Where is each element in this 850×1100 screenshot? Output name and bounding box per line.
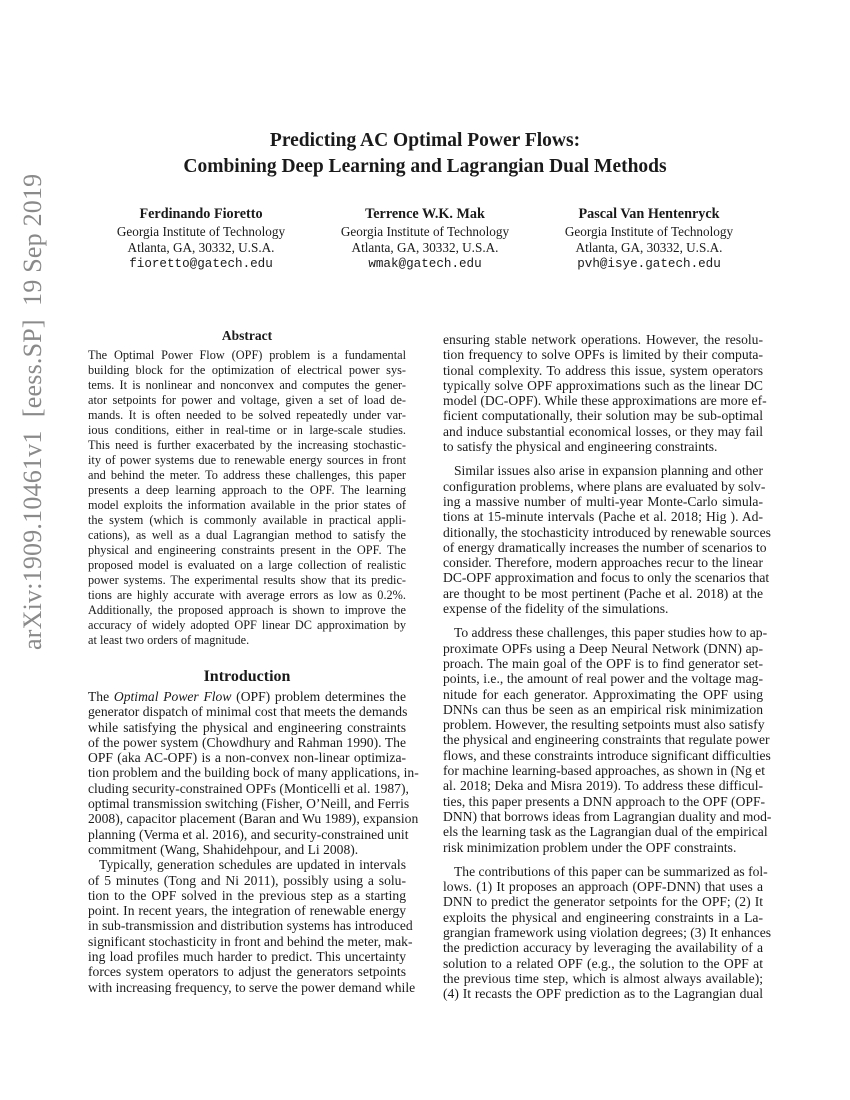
author-address: Atlanta, GA, 30332, U.S.A. <box>575 240 723 256</box>
text-line: the physical and engineering constraints that regulate power <box>443 732 770 748</box>
text-line: ity of power systems due to renewable energy sources in front <box>88 453 406 467</box>
text-line: ing load profiles much harder to predict. This uncertainty <box>88 949 406 965</box>
text-line: building block for the optimization of electrical power sys- <box>88 363 406 377</box>
text-line: tions are highly accurate with average errors as low as 0.2%. <box>88 588 406 602</box>
text-line: cations), as well as a dual Lagrangian method to satisfy the <box>88 528 406 542</box>
text-line: tion frequency to solve OPFs is limited by their computa- <box>443 347 763 363</box>
text-line: of 5 minutes (Tong and Ni 2011), possibly using a solu- <box>88 872 406 888</box>
text-line: the previous time step, which is almost always available); <box>443 970 763 986</box>
author-affiliation: Georgia Institute of Technology <box>564 224 734 239</box>
paragraph <box>443 463 771 617</box>
arxiv-stamp: arXiv:1909.10461v1 [eess.SP] 19 Sep 2019 <box>18 173 47 650</box>
paragraph <box>88 689 419 857</box>
text-line: ious conditions, either in real-time or in large-scale studies. <box>88 423 406 437</box>
text-line: ator setpoints for power and voltage, given a set of load de- <box>88 393 406 407</box>
paragraph <box>443 625 772 855</box>
text-line: tions at 15-minute intervals (Pache et al. 2018; Hig ). Ad- <box>443 509 763 525</box>
text-line: ensuring stable network operations. However, the resolu- <box>443 332 763 347</box>
text-line: of the power system (Chowdhury and Rahman 1990). The <box>88 734 406 750</box>
paragraph <box>88 857 416 995</box>
text-line: optimal transmission switching (Fisher, O’Neill, and Ferris <box>88 796 410 812</box>
text-line: The Optimal Power Flow (OPF) problem is a fundamental <box>88 348 406 362</box>
text-line: expense of the fidelity of the simulations. <box>443 601 669 617</box>
text-line: consider. Therefore, modern approaches recur to the linear <box>443 555 763 571</box>
text-line: with increasing frequency, to serve the power demand while <box>88 979 416 995</box>
text-line: DNN to predict the generator setpoints for the OPF; (2) It <box>443 894 763 910</box>
text-line: proposed model is evaluated on a large collection of realistic <box>88 558 406 572</box>
text-line: planning (Verma et al. 2016), and security-constrained unit <box>88 826 409 842</box>
abstract-heading: Abstract <box>221 328 273 343</box>
text-line: presents a deep learning approach to the OPF. The learning <box>88 483 406 497</box>
author-3 <box>529 205 769 273</box>
author-name: Ferdinando Fioretto <box>139 206 263 222</box>
text-line: power systems. The experimental results show that its predic- <box>88 573 406 587</box>
text-line: tional complexity. To address this issue, system operators <box>443 362 763 378</box>
text-line: configuration problems, where plans are evaluated by solv- <box>443 478 766 494</box>
abstract-text <box>88 348 406 648</box>
author-name: Pascal Van Hentenryck <box>578 206 720 222</box>
text-line: risk minimization problem under the OPF constraints. <box>443 839 737 855</box>
text-line: (4) It recasts the OPF prediction as to the Lagrangian dual <box>443 986 763 1002</box>
author-email[interactable]: fioretto@gatech.edu <box>129 257 273 272</box>
text-line: Similar issues also arise in expansion planning and other <box>454 463 763 479</box>
text-line: grangian framework using violation degrees; (3) It enhances <box>443 924 772 940</box>
text-line: of energy dramatically increases the number of scenarios to <box>443 539 767 555</box>
text-line: nitude for each generator. Approximating the OPF using <box>443 686 763 702</box>
paper-title <box>0 128 850 180</box>
text-line: mands. It is often needed to be solved repeatedly under var- <box>88 408 406 422</box>
text-line: at least two orders of magnitude. <box>88 633 250 647</box>
paragraph <box>443 332 767 455</box>
text-line: ties, this paper presents a DNN approach to the OPF (OPF- <box>443 793 766 809</box>
text-line: points, i.e., the amount of real power and the voltage mag- <box>443 671 763 687</box>
text-line: generator dispatch of minimal cost that meets the demands <box>88 704 408 720</box>
introduction-heading: Introduction <box>203 668 291 685</box>
text-line: problem. However, the resulting setpoints must also satisfy <box>443 717 765 733</box>
text-line: al. 2018; Deka and Misra 2019). To address these difficul- <box>443 778 763 794</box>
text-line: point. In recent years, the integration of renewable energy <box>88 903 406 919</box>
text-line: the prediction accuracy by leveraging the availability of a <box>443 940 763 956</box>
text-line: 2008), capacitor placement (Baran and Wu 1989), expansion <box>88 811 419 827</box>
title-line-1: Predicting AC Optimal Power Flows: <box>269 130 581 151</box>
right-column <box>443 332 772 1002</box>
text-line: to satisfy the physical and engineering constraints. <box>443 439 718 455</box>
text-line: lows. (1) It proposes an approach (OPF-DNN) that uses a <box>443 879 763 895</box>
text-line: in sub-transmission and distribution systems has introduced <box>88 918 413 934</box>
author-1 <box>81 205 321 273</box>
text-line: forces system operators to adjust the generators setpoints <box>88 964 406 980</box>
text-line: DC-OPF approximation and focus to only the scenarios that <box>443 570 770 586</box>
text-line: flows, and these constraints introduce significant difficulties <box>443 747 771 763</box>
text-line: Typically, generation schedules are updated in intervals <box>99 857 406 873</box>
text-line: proach. The main goal of the OPF is to find generator set- <box>443 655 763 671</box>
text-line: cluding security-constrained OPFs (Monticelli et al. 1987), <box>88 780 409 796</box>
text-line: for machine learning-based approaches, as shown in (Ng et <box>443 763 765 779</box>
author-affiliation: Georgia Institute of Technology <box>340 224 510 239</box>
text-line: and induce substantial economical losses, or they may fail <box>443 423 763 439</box>
text-line: ficient computationally, their solution may be sub-optimal <box>443 408 763 424</box>
text-line <box>88 689 406 704</box>
text-line: Additionally, the proposed approach is shown to improve the <box>88 603 406 617</box>
text-line: physical and engineering constraints present in the OPF. The <box>88 543 406 557</box>
author-affiliation: Georgia Institute of Technology <box>116 224 286 239</box>
author-address: Atlanta, GA, 30332, U.S.A. <box>351 240 499 256</box>
paragraph <box>443 863 772 1002</box>
text-line: els the learning task as the Lagrangian dual of the empirical <box>443 824 768 840</box>
text-line: significant stochasticity in front and behind the meter, mak- <box>88 933 413 949</box>
text-line: are thought to be most pertinent (Pache et al. 2018) at the <box>443 585 763 601</box>
author-address: Atlanta, GA, 30332, U.S.A. <box>127 240 275 256</box>
text-segment: (OPF) problem determines the <box>231 689 406 704</box>
text-line: ditionally, the stochasticity introduced by renewable sources <box>443 524 771 540</box>
text-line: and behind the meter. To address these challenges, this paper <box>88 468 406 482</box>
text-line: while satisfying the physical and engineering constraints <box>88 719 406 735</box>
text-segment: The <box>88 689 114 704</box>
text-line: ing a massive number of multi-year Monte-Carlo simula- <box>443 493 763 509</box>
author-name: Terrence W.K. Mak <box>365 206 485 222</box>
left-column <box>88 328 419 995</box>
text-line: model (DC-OPF). While these approximations are more ef- <box>443 393 767 409</box>
author-email[interactable]: pvh@isye.gatech.edu <box>577 257 721 272</box>
introduction-left-text <box>88 689 419 995</box>
text-line: tion to the OPF solved in the previous step as a starting <box>88 887 406 903</box>
text-line: commitment (Wang, Shahidehpour, and Li 2008). <box>88 841 359 857</box>
text-line: To address these challenges, this paper studies how to ap- <box>454 625 768 641</box>
text-line: tems. It is nonlinear and nonconvex and computes the gener- <box>88 378 406 392</box>
text-line: the system (which is commonly available in practical appli- <box>88 513 406 527</box>
text-line: proximate OPFs using a Deep Neural Network (DNN) ap- <box>443 640 763 656</box>
text-line: tion problem and the building bock of many applications, in- <box>88 765 419 781</box>
text-line: OPF (aka AC-OPF) is a non-convex non-linear optimiza- <box>88 750 406 766</box>
text-line: This need is further exacerbated by the increasing stochastic- <box>88 438 406 452</box>
text-line: model exploits the information available in the prior states of <box>88 498 406 512</box>
title-line-2: Combining Deep Learning and Lagrangian Dual Methods <box>183 156 667 177</box>
emphasized-term: Optimal Power Flow <box>113 689 232 704</box>
text-line: solution to a related OPF (e.g., the solution to the OPF at <box>443 955 763 971</box>
introduction-right-text <box>443 332 772 1002</box>
text-line: DNN) that borrows ideas from Lagrangian duality and mod- <box>443 808 772 824</box>
author-2 <box>305 205 545 273</box>
text-line: accuracy of widely adopted OPF linear DC approximation by <box>88 618 406 632</box>
author-email[interactable]: wmak@gatech.edu <box>368 257 482 272</box>
text-line: The contributions of this paper can be summarized as fol- <box>454 863 768 879</box>
text-line: exploits the physical and engineering constraints in a La- <box>443 909 763 925</box>
text-line: typically solve OPF approximations such as the linear DC <box>443 377 763 393</box>
text-line: DNNs can thus be seen as an empirical risk minimization <box>443 701 763 717</box>
